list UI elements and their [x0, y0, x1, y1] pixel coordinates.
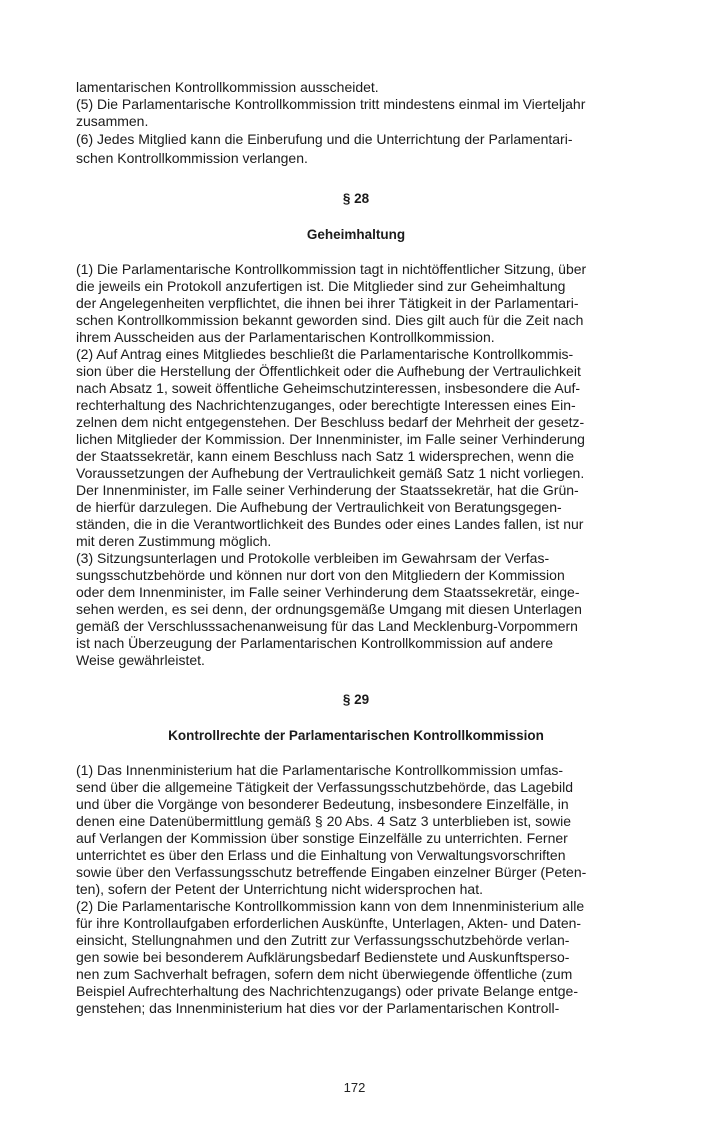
text-line: Beispiel Aufrechterhaltung des Nachrichtenzugangs) oder private Belange entge-	[76, 983, 578, 999]
section-29	[76, 691, 636, 1017]
paragraph-continuation	[76, 79, 636, 96]
section-title: Kontrollrechte der Parlamentarischen Kontrollkommission	[168, 728, 544, 743]
text-line: sehen werden, es sei denn, der ordnungsgemäße Umgang mit diesen Unterlagen	[76, 601, 582, 617]
text-line: Weise gewährleistet.	[76, 652, 205, 668]
paragraph	[76, 346, 636, 550]
text-line: lamentarischen Kontrollkommission ausscheidet.	[76, 79, 379, 95]
text-line: unterrichtet es über den Erlass und die Einhaltung von Verwaltungsvorschriften	[76, 847, 566, 863]
text-line: ist nach Überzeugung der Parlamentarischen Kontrollkommission auf andere	[76, 635, 554, 651]
section-number: § 28	[342, 191, 370, 206]
text-line: Voraussetzungen der Aufhebung der Vertraulichkeit gemäß Satz 1 nicht vorliegen.	[76, 465, 585, 481]
text-line: sion über die Herstellung der Öffentlichkeit oder die Aufhebung der Vertraulichkeit	[76, 363, 581, 379]
paragraph-6	[76, 130, 636, 168]
text-line: schen Kontrollkommission bekannt geworden sind. Dies gilt auch für die Zeit nach	[76, 312, 584, 328]
text-line: für ihre Kontrollaufgaben erforderlichen Auskünfte, Unterlagen, Akten- und Daten-	[76, 915, 582, 931]
paragraph	[76, 261, 636, 346]
text-line: zelnen dem nicht entgegenstehen. Der Beschluss bedarf der Mehrheit der gesetz-	[76, 414, 585, 430]
text-line: (3) Sitzungsunterlagen und Protokolle verbleiben im Gewahrsam der Verfas-	[76, 550, 550, 566]
text-line: send über die allgemeine Tätigkeit der Verfassungsschutzbehörde, das Lagebild	[76, 779, 574, 795]
text-line: ihrem Ausscheiden aus der Parlamentarischen Kontrollkommission.	[76, 329, 495, 345]
text-line: (5) Die Parlamentarische Kontrollkommission tritt mindestens einmal im Vierteljahr	[76, 96, 586, 112]
text-line: (2) Auf Antrag eines Mitgliedes beschließt die Parlamentarische Kontrollkommis-	[76, 346, 574, 362]
text-line: sowie über den Verfassungsschutz betreffende Eingaben einzelner Bürger (Peten-	[76, 864, 587, 880]
text-line: gen sowie bei besonderem Aufklärungsbedarf Bedienstete und Auskunftsperso-	[76, 949, 570, 965]
text-line: der Staatssekretär, kann einem Beschluss nach Satz 1 widersprechen, wenn die	[76, 448, 575, 464]
text-line: nen zum Sachverhalt befragen, sofern dem nicht überwiegende öffentliche (zum	[76, 966, 573, 982]
text-line: (1) Die Parlamentarische Kontrollkommission tagt in nichtöffentlicher Sitzung, über	[76, 261, 587, 277]
text-line: (1) Das Innenministerium hat die Parlamentarische Kontrollkommission umfas-	[76, 762, 564, 778]
text-line: einsicht, Stellungnahmen und den Zutritt zur Verfassungsschutzbehörde verlan-	[76, 932, 570, 948]
top-text-block	[76, 79, 636, 168]
paragraph	[76, 550, 636, 669]
text-line: auf Verlangen der Kommission über sonstige Einzelfälle zu unterrichten. Ferner	[76, 830, 568, 846]
text-line: der Angelegenheiten verpflichtet, die ihnen bei ihrer Tätigkeit in der Parlamentari-	[76, 295, 579, 311]
page-number: 172	[343, 1080, 366, 1095]
text-line: nach Absatz 1, soweit öffentliche Geheimschutzinteressen, insbesondere die Auf-	[76, 380, 581, 396]
text-line: sungsschutzbehörde und können nur dort von den Mitgliedern der Kommission	[76, 567, 565, 583]
text-line: (2) Die Parlamentarische Kontrollkommission kann von dem Innenministerium alle	[76, 898, 585, 914]
section-number: § 29	[342, 692, 370, 707]
paragraph	[76, 898, 636, 1017]
text-line: Der Innenminister, im Falle seiner Verhinderung der Staatssekretär, hat die Grün-	[76, 482, 579, 498]
text-line: denen eine Datenübermittlung gemäß § 20 Abs. 4 Satz 3 unterblieben ist, sowie	[76, 813, 571, 829]
text-line: mit deren Zustimmung möglich.	[76, 533, 272, 549]
text-line: schen Kontrollkommission verlangen.	[76, 150, 308, 166]
text-line: lichen Mitglieder der Kommission. Der Innenminister, im Falle seiner Verhinderung	[76, 431, 585, 447]
section-title: Geheimhaltung	[306, 227, 406, 242]
section-28	[76, 190, 636, 669]
text-line: gemäß der Verschlusssachenanweisung für das Land Mecklenburg-Vorpommern	[76, 618, 578, 634]
text-line: genstehen; das Innenministerium hat dies vor der Parlamentarischen Kontroll-	[76, 1000, 560, 1016]
paragraph	[76, 762, 636, 898]
paragraph-5	[76, 96, 636, 130]
text-line: oder dem Innenminister, im Falle seiner Verhinderung dem Staatssekretär, einge-	[76, 584, 580, 600]
text-line: ständen, die in die Verantwortlichkeit des Bundes oder eines Landes fallen, ist nur	[76, 516, 584, 532]
text-line: zusammen.	[76, 113, 149, 129]
text-line: (6) Jedes Mitglied kann die Einberufung und die Unterrichtung der Parlamentari-	[76, 131, 573, 147]
text-line: ten), sofern der Petent der Unterrichtung nicht widersprochen hat.	[76, 881, 483, 897]
text-line: rechterhaltung des Nachrichtenzuganges, oder berechtigte Interessen eines Ein-	[76, 397, 576, 413]
document-page	[76, 79, 636, 1017]
text-line: die jeweils ein Protokoll anzufertigen ist. Die Mitglieder sind zur Geheimhaltung	[76, 278, 566, 294]
text-line: und über die Vorgänge von besonderer Bedeutung, insbesondere Einzelfälle, in	[76, 796, 569, 812]
text-line: de hierfür darzulegen. Die Aufhebung der Vertraulichkeit von Beratungsgegen-	[76, 499, 562, 515]
